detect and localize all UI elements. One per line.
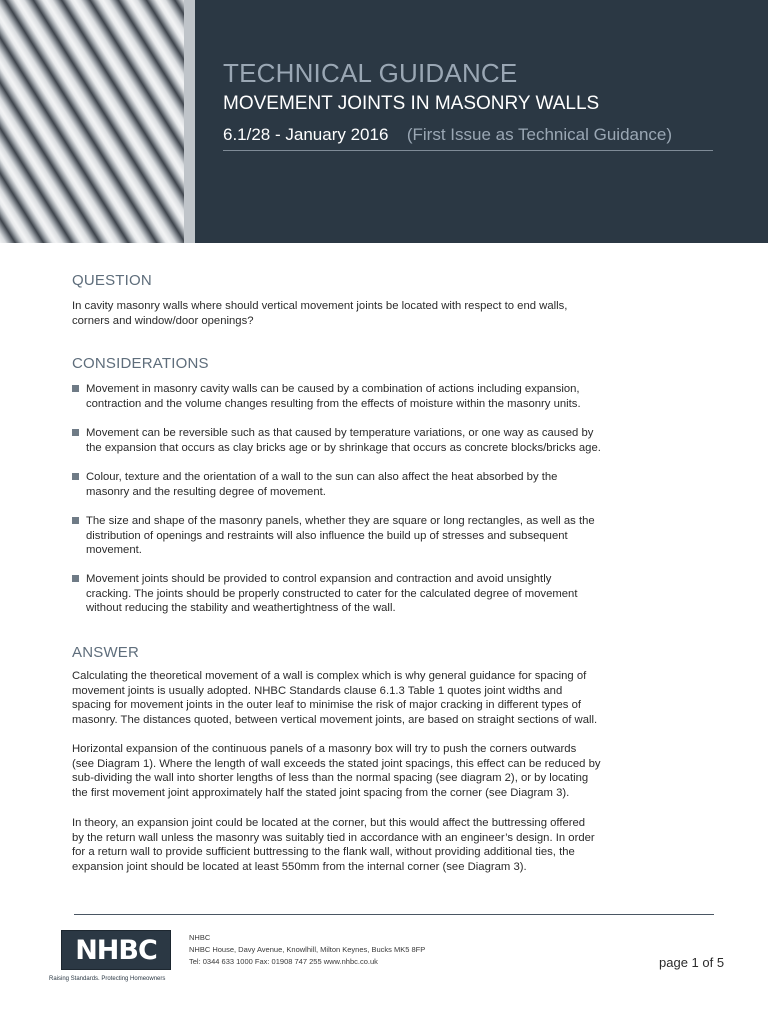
logo-tagline: Raising Standards. Protecting Homeowners <box>49 976 166 982</box>
text-line: (see Diagram 1). Where the length of wall exceeds the stated joint spacings, this effect can be reduced by <box>72 757 601 770</box>
bullet-square-icon <box>72 575 79 582</box>
text-line: expansion joint should be located at least 550mm from the internal corner (see Diagram 3). <box>72 860 527 873</box>
text-line: without reducing the stability and weathertightness of the wall. <box>86 602 396 614</box>
text-line: masonry. The distances quoted, between vertical movement joints, are based on straight sections of wall. <box>72 713 598 726</box>
footer-divider <box>74 914 714 915</box>
issue-note: (First Issue as Technical Guidance) <box>406 125 673 144</box>
question-heading: QUESTION <box>72 272 152 289</box>
text-line: sub-dividing the wall into shorter lengths of less than the normal spacing (see diagram 2), or by locating <box>72 772 589 784</box>
issue-date: 6.1/28 - January 2016 <box>223 125 389 144</box>
bullet-item <box>72 572 692 616</box>
text-line: movement joints is usually adopted. NHBC Standards clause 6.1.3 Table 1 quotes joint widths and <box>72 684 563 697</box>
logo-text: NHBC <box>75 934 157 966</box>
text-line: movement. <box>86 544 142 556</box>
text-line: cracking. The joints should be properly constructed to cater for the calculated degree of movement <box>86 587 578 600</box>
text-line: The size and shape of the masonry panels, whether they are square or long rectangles, as well as the <box>86 515 595 527</box>
stripes-edge <box>184 0 195 243</box>
bullet-item <box>72 514 692 558</box>
text-line: Movement can be reversible such as that caused by temperature variations, or one way as caused by <box>86 427 594 439</box>
address-line: NHBC House, Davy Avenue, Knowlhill, Milton Keynes, Bucks MK5 8FP <box>189 945 426 954</box>
considerations-heading: CONSIDERATIONS <box>72 355 209 372</box>
text-line: masonry and the resulting degree of movement. <box>86 485 326 498</box>
bullet-square-icon <box>72 517 79 524</box>
text-line: Movement in masonry cavity walls can be caused by a combination of actions including expansion, <box>86 383 580 395</box>
bullet-text <box>86 514 692 558</box>
nhbc-logo <box>61 930 171 970</box>
bullet-item <box>72 470 692 499</box>
bullet-item <box>72 426 692 455</box>
page-number: page 1 of 5 <box>659 955 725 970</box>
text-line: by the return wall unless the masonry was suitably tied in accordance with an engineer’s design. In order <box>72 831 595 844</box>
org-name: NHBC <box>189 933 211 942</box>
document-subject-title: MOVEMENT JOINTS IN MASONRY WALLS <box>223 93 600 114</box>
bullet-square-icon <box>72 473 79 480</box>
text-line: In theory, an expansion joint could be located at the corner, but this would affect the buttressing offered <box>72 817 586 829</box>
text-line: Movement joints should be provided to control expansion and contraction and avoid unsightly <box>86 573 552 585</box>
text-line: contraction and the volume changes resulting from the effects of moisture within the masonry units. <box>86 397 581 410</box>
answer-heading: ANSWER <box>72 644 140 661</box>
bullet-text <box>86 470 692 499</box>
answer-paragraph <box>72 816 697 874</box>
contact-line: Tel: 0344 633 1000 Fax: 01908 747 255 www.nhbc.co.uk <box>189 957 378 966</box>
text-line: Horizontal expansion of the continuous panels of a masonry box will try to push the corners outwards <box>72 743 577 755</box>
contact-block <box>189 932 425 968</box>
text-line: the expansion that occurs as clay bricks age or by shrinkage that occurs as concrete blocks/bricks age. <box>86 441 601 454</box>
text-line: In cavity masonry walls where should vertical movement joints be located with respect to end walls, <box>72 300 568 312</box>
text-line: the first movement joint approximately half the stated joint spacing from the corner (see Diagram 3). <box>72 786 570 799</box>
bullet-square-icon <box>72 385 79 392</box>
text-line: Calculating the theoretical movement of a wall is complex which is why general guidance for spacing of <box>72 670 587 682</box>
text-line: Colour, texture and the orientation of a wall to the sun can also affect the heat absorbed by the <box>86 471 558 483</box>
question-text <box>72 299 697 328</box>
bullet-text <box>86 382 692 411</box>
answer-paragraph <box>72 742 697 800</box>
bullet-square-icon <box>72 429 79 436</box>
text-line: corners and window/door openings? <box>72 314 254 327</box>
issue-info-row <box>223 125 713 151</box>
text-line: spacing for movement joints in the outer leaf to minimise the risk of major cracking in different types of <box>72 699 582 711</box>
header-banner <box>0 0 768 243</box>
text-line: distribution of openings and restraints will also influence the build up of stresses and subsequent <box>86 529 568 542</box>
decorative-stripes-image <box>0 0 190 243</box>
bullet-item <box>72 382 692 411</box>
bullet-text <box>86 426 692 455</box>
bullet-text <box>86 572 692 616</box>
answer-paragraph <box>72 669 697 727</box>
text-line: for a return wall to provide sufficient buttressing to the flank wall, without providing additional ties, the <box>72 846 575 858</box>
document-type-title: TECHNICAL GUIDANCE <box>223 58 518 88</box>
